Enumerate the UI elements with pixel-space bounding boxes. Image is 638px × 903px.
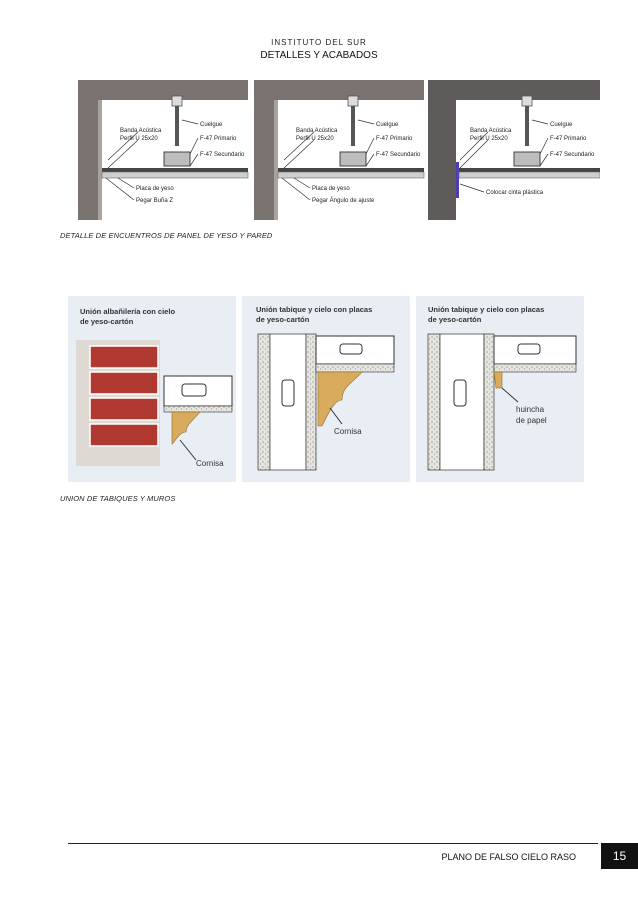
footer-divider [68, 843, 598, 844]
label-cinta-plastica: Colocar cinta plástica [486, 190, 544, 196]
section-title: DETALLES Y ACABADOS [260, 50, 378, 61]
union-panel-1 [68, 296, 236, 482]
label-f47-secundario: F-47 Secundario [200, 152, 245, 158]
label-pegar-buna-z: Pegar Buña Z [136, 198, 174, 204]
union-title-line2: de yeso-cartón [256, 315, 310, 324]
label-f47-secundario: F-47 Secundario [376, 152, 421, 158]
union-title-line1: Unión tabique y cielo con placas [428, 305, 545, 314]
page-number: 15 [601, 843, 638, 869]
union-panel-3 [416, 296, 584, 482]
union-title-line2: de yeso-cartón [428, 315, 482, 324]
detail-panel-2 [254, 80, 424, 220]
label-cuelgue: Cuelgue [200, 122, 223, 128]
huincha-label-line2: de papel [516, 416, 547, 425]
label-perfil-u: Perfil U 25x20 [296, 136, 334, 142]
label-f47-primario: F-47 Primario [376, 136, 413, 142]
union-title-line1: Unión albañilería con cielo [80, 307, 176, 316]
label-f47-secundario: F-47 Secundario [550, 152, 595, 158]
label-banda-acustica: Banda Acústica [296, 128, 338, 134]
footer-document-title: PLANO DE FALSO CIELO RASO [441, 852, 576, 862]
detail-panel-3 [428, 80, 600, 220]
partition-union-figure [68, 296, 584, 482]
institution-name: INSTITUTO DEL SUR [271, 38, 367, 47]
union-title-line2: de yeso-cartón [80, 317, 134, 326]
label-placa-yeso: Placa de yeso [312, 186, 350, 192]
label-f47-primario: F-47 Primario [550, 136, 587, 142]
label-banda-acustica: Banda Acústica [120, 128, 162, 134]
label-f47-primario: F-47 Primario [200, 136, 237, 142]
label-perfil-u: Perfil U 25x20 [470, 136, 508, 142]
cornisa-label: Cornisa [196, 459, 224, 468]
huincha-label-line1: huincha [516, 405, 545, 414]
label-cuelgue: Cuelgue [550, 122, 573, 128]
ceiling-wall-detail-figure [78, 80, 600, 220]
figure2-caption: UNION DE TABIQUES Y MUROS [60, 494, 176, 503]
detail-panel-1 [78, 80, 248, 220]
union-title-line1: Unión tabique y cielo con placas [256, 305, 373, 314]
label-pegar-angulo: Pegar Ángulo de ajuste [312, 198, 375, 204]
union-panel-2 [242, 296, 410, 482]
page-header [0, 38, 638, 61]
figure1-caption: DETALLE DE ENCUENTROS DE PANEL DE YESO Y PARED [60, 231, 273, 240]
cornisa-label: Cornisa [334, 427, 362, 436]
label-banda-acustica: Banda Acústica [470, 128, 512, 134]
label-cuelgue: Cuelgue [376, 122, 399, 128]
label-perfil-u: Perfil U 25x20 [120, 136, 158, 142]
label-placa-yeso: Placa de yeso [136, 186, 174, 192]
